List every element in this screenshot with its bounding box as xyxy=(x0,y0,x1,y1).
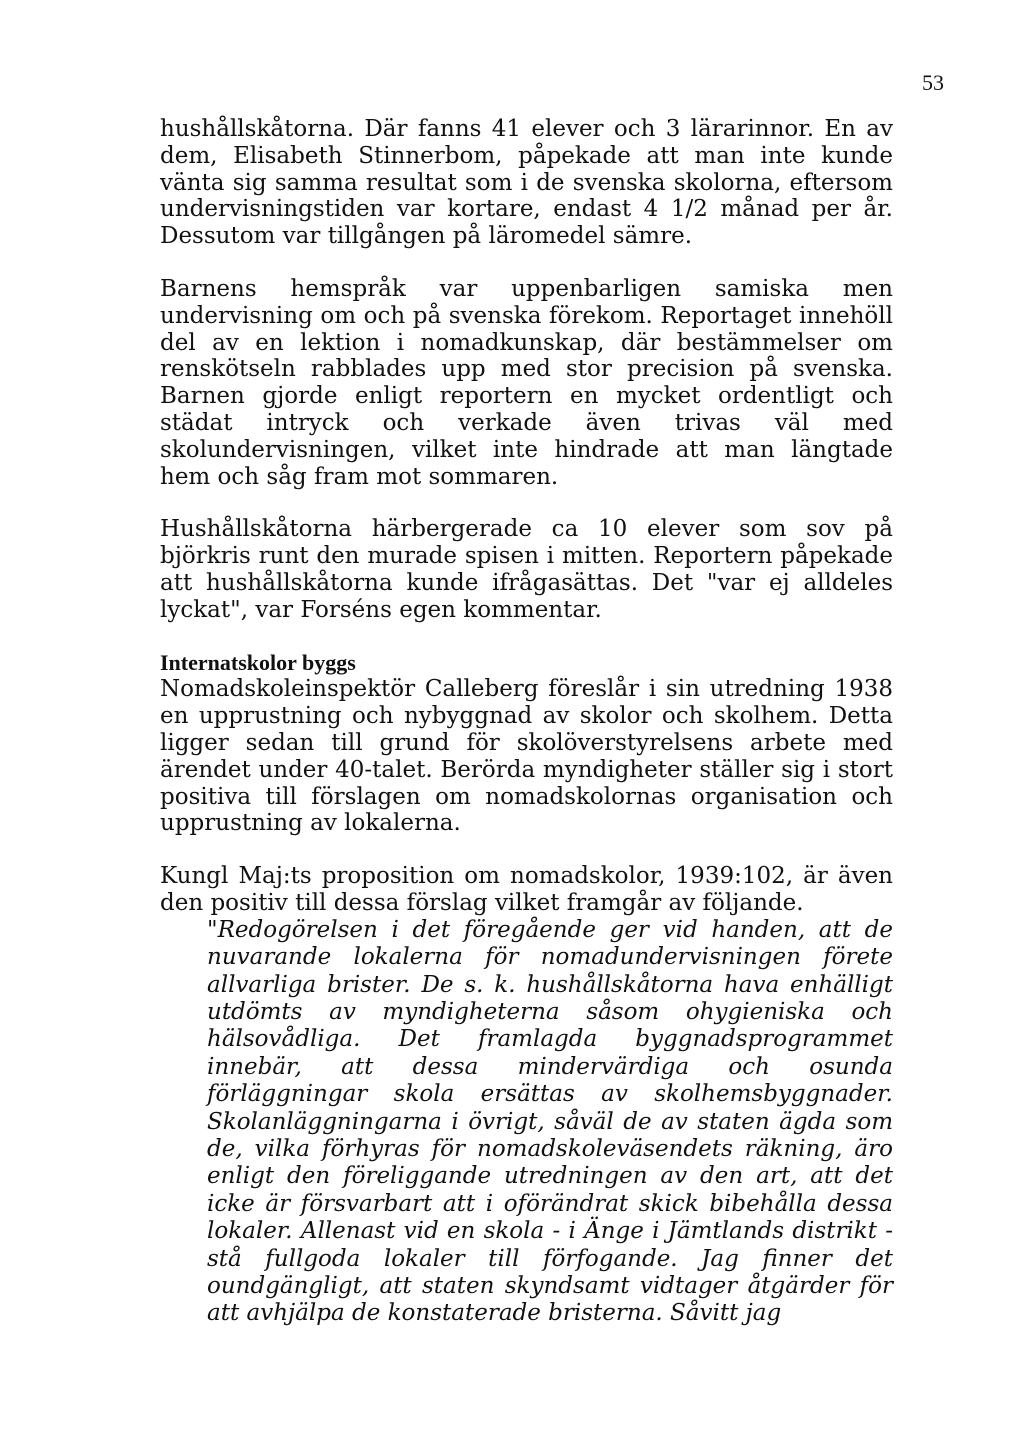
paragraph-proposition: Kungl Maj:ts proposition om nomadskolor, 1939:102, är även den positiv till dessa förslag vilket framgår av följande. xyxy=(160,863,893,916)
paragraph-gap xyxy=(160,624,893,650)
section-heading: Internatskolor byggs xyxy=(160,649,356,675)
quoted-proposition-text: "Redogörelsen i det föregående ger vid handen, att de nuvarande lokalerna för nomadundervisningen förete allvarliga brister. De s. k. hushållskåtorna hava enhälligt utdömts av myndigheterna såsom ohygieniska och hälsovådliga. Det framlagda byggnadsprogrammet innebär, att dessa mindervärdiga och osunda förläggningar skola ersättas av skolhemsbyggnader. Skolanläggningarna i övrigt, såväl de av staten ägda som de, vilka förhyras för nomadskoleväsendets räkning, äro enligt den föreliggande utredningen av den art, att det icke är försvarbart att i oförändrat skick bibehålla dessa lokaler. Allenast vid en skola - i Änge i Jämtlands distrikt - stå fullgoda lokaler till förfogande. Jag finner det oundgängligt, att staten skyndsamt vidtager åtgärder för att avhjälpa de konstaterade bristerna. Såvitt jag xyxy=(207,916,893,1327)
paragraph-gap xyxy=(160,837,893,863)
paragraph-household-tents: Hushållskåtorna härbergerade ca 10 elever som sov på björkris runt den murade spisen i mitten. Reportern påpekade att hushållskåtorna kunde ifrågasättas. Det "var ej alldeles lyckat", var Forséns egen kommentar. xyxy=(160,516,893,623)
page-body xyxy=(160,116,893,1328)
paragraph-school-visit: hushållskåtorna. Där fanns 41 elever och 3 lärarinnor. En av dem, Elisabeth Stinnerbom, påpekade att man inte kunde vänta sig samma resultat som i de svenska skolorna, eftersom undervisningstiden var kortare, endast 4 1/2 månad per år. Dessutom var tillgången på läromedel sämre. xyxy=(160,116,893,250)
paragraph-home-language: Barnens hemspråk var uppenbarligen samiska men undervisning om och på svenska förekom. Reportaget innehöll del av en lektion i nomadkunskap, där bestämmelser om renskötseln rabblades upp med stor precision på svenska. Barnen gjorde enligt reportern en mycket ordentligt och städat intryck och verkade även trivas väl med skolundervisningen, vilket inte hindrade att man längtade hem och såg fram mot sommaren. xyxy=(160,275,893,490)
page-number: 53 xyxy=(922,70,944,95)
paragraph-inspector-report: Nomadskoleinspektör Calleberg föreslår i sin utredning 1938 en upprustning och nybyggnad av skolor och skolhem. Detta ligger sedan till grund för skolöverstyrelsens arbete med ärendet under 40-talet. Berörda myndigheter ställer sig i stort positiva till förslagen om nomadskolornas organisation och upprustning av lokalerna. xyxy=(160,676,893,837)
paragraph-gap xyxy=(160,250,893,276)
paragraph-gap xyxy=(160,490,893,516)
